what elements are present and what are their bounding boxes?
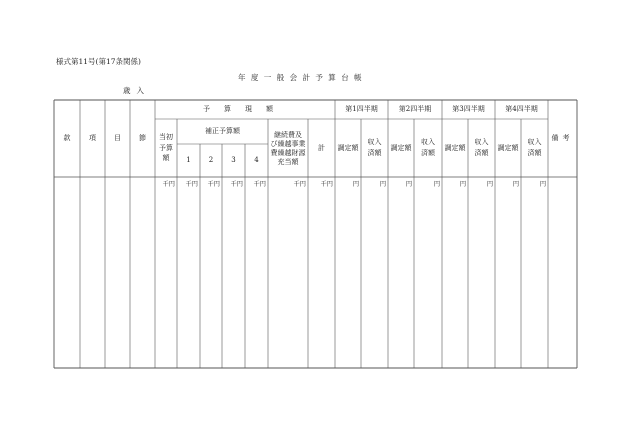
- unit-supplementary-1: 千円: [185, 181, 198, 188]
- header-received-q1: 収入 済額: [367, 138, 382, 157]
- header-moku: 目: [114, 134, 121, 143]
- unit-supplementary-4: 千円: [253, 181, 266, 188]
- header-supplementary-1: 1: [186, 156, 191, 165]
- unit-adjusted-q1: 円: [352, 181, 359, 188]
- header-carryover: 継続費及 び繰越事業 費繰越財源 充当額: [270, 130, 306, 167]
- unit-supplementary-2: 千円: [207, 181, 220, 188]
- unit-adjusted-q3: 円: [459, 181, 466, 188]
- header-quarter-1: 第1四半期: [345, 105, 378, 114]
- header-kan: 款: [63, 134, 71, 143]
- header-adjusted-q1: 調定額: [337, 143, 359, 152]
- header-remarks: 備考: [551, 134, 574, 143]
- header-quarter-3: 第3四半期: [452, 105, 485, 114]
- header-adjusted-q4: 調定額: [497, 143, 519, 152]
- header-budget-current: 予算現額: [203, 105, 287, 114]
- header-supplementary-budget: 補正予算額: [205, 127, 240, 136]
- header-total: 計: [318, 143, 325, 152]
- header-quarter-2: 第2四半期: [398, 105, 432, 114]
- unit-initial-budget: 千円: [162, 181, 175, 188]
- unit-total: 千円: [320, 181, 333, 188]
- unit-adjusted-q4: 円: [512, 181, 519, 188]
- form-number: 様式第11号(第17条関係): [56, 57, 141, 66]
- unit-received-q4: 円: [539, 181, 546, 188]
- header-setsu: 節: [139, 134, 146, 143]
- unit-received-q1: 円: [379, 181, 386, 188]
- unit-carryover: 千円: [293, 181, 306, 188]
- header-kou: 項: [89, 134, 96, 143]
- header-received-q3: 収入 済額: [474, 138, 489, 157]
- header-quarter-4: 第4四半期: [505, 105, 538, 114]
- header-supplementary-4: 4: [254, 156, 259, 165]
- header-adjusted-q3: 調定額: [444, 143, 466, 152]
- unit-received-q2: 円: [433, 181, 440, 188]
- header-supplementary-3: 3: [231, 156, 236, 165]
- unit-adjusted-q2: 円: [405, 181, 412, 188]
- unit-supplementary-3: 千円: [230, 181, 243, 188]
- header-received-q2: 収入 済額: [421, 138, 435, 157]
- header-adjusted-q2: 調定額: [390, 143, 412, 152]
- unit-received-q3: 円: [486, 181, 493, 188]
- ledger-title: 年度一般会計予算台帳: [238, 73, 367, 82]
- header-supplementary-2: 2: [208, 156, 214, 165]
- section-label: 歳入: [123, 86, 150, 95]
- header-received-q4: 収入 済額: [527, 138, 542, 157]
- header-initial-budget: 当初 予算 額: [159, 133, 173, 163]
